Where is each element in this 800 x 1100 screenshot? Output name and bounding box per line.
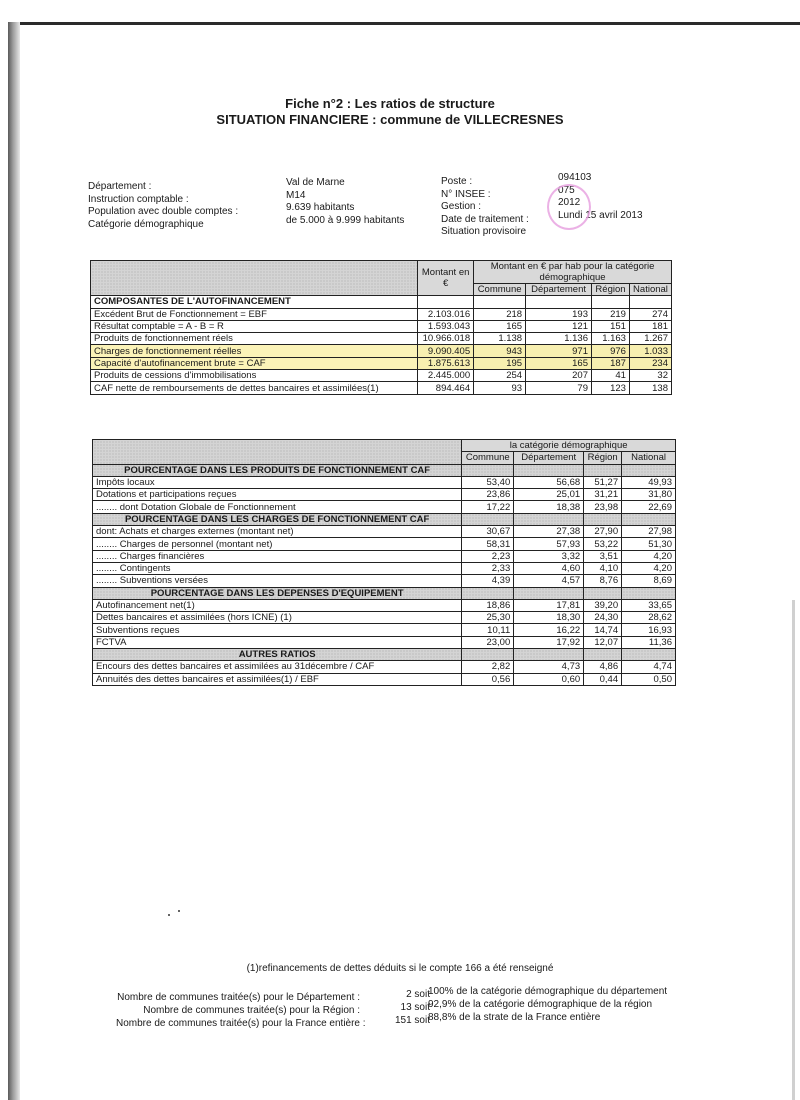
table-row (93, 562, 676, 574)
info-value: 094103 (558, 172, 592, 183)
empty-cell (462, 649, 514, 661)
column-header: Commune (474, 284, 526, 296)
table-row (91, 308, 672, 320)
row-label: ........ Charges financières (93, 550, 462, 562)
header-group: Montant en € par hab pour la catégorie démographique (474, 261, 672, 284)
value-cell: 151 (592, 320, 630, 332)
column-header: Commune (462, 452, 514, 464)
scan-speck (178, 910, 180, 912)
scan-edge-top (10, 22, 800, 25)
stats-count: 151 soit (394, 1015, 430, 1026)
empty-cell (592, 296, 630, 308)
table-row (93, 489, 676, 501)
value-cell: 207 (526, 370, 592, 382)
value-cell: 18,30 (514, 612, 584, 624)
value-cell: 22,69 (622, 501, 676, 513)
value-cell: 16,22 (514, 624, 584, 636)
info-labels-right (441, 176, 529, 239)
table-row (91, 345, 672, 357)
value-cell: 976 (592, 345, 630, 357)
stats-count: 2 soit (406, 989, 430, 1000)
value-cell: 53,22 (584, 538, 622, 550)
value-cell: 165 (526, 357, 592, 369)
value-cell: 138 (629, 382, 671, 394)
value-cell: 27,90 (584, 526, 622, 538)
empty-cell (629, 296, 671, 308)
value-cell: 274 (629, 308, 671, 320)
table-header-blank (93, 440, 462, 465)
row-label: CAF nette de remboursements de dettes bancaires et assimilées(1) (91, 382, 418, 394)
value-cell: 1.267 (629, 333, 671, 345)
section-title: POURCENTAGE DANS LES CHARGES DE FONCTIONNEMENT CAF (93, 513, 462, 525)
stats-detail: 92,9% de la catégorie démographique de la région (428, 999, 653, 1010)
value-cell: 31,21 (584, 489, 622, 501)
row-label: Subventions reçues (93, 624, 462, 636)
empty-cell (584, 587, 622, 599)
footnote: (1)refinancements de dettes déduits si le compte 166 a été renseigné (246, 963, 554, 974)
amount-cell: 894.464 (418, 382, 474, 394)
header-amount: Montant en € (418, 261, 474, 296)
column-header: Région (592, 284, 630, 296)
value-cell: 32 (629, 370, 671, 382)
info-label: Situation provisoire (441, 226, 527, 237)
row-label: Résultat comptable = A - B = R (91, 320, 418, 332)
value-cell: 12,07 (584, 636, 622, 648)
value-cell: 234 (629, 357, 671, 369)
column-header: Région (584, 452, 622, 464)
section-row (93, 513, 676, 525)
value-cell: 24,30 (584, 612, 622, 624)
value-cell: 218 (474, 308, 526, 320)
value-cell: 25,01 (514, 489, 584, 501)
info-label: N° INSEE : (441, 188, 491, 200)
section-title: COMPOSANTES DE L'AUTOFINANCEMENT (91, 296, 418, 308)
info-value: 075 (558, 184, 575, 196)
stats-label: Nombre de communes traitée(s) pour la Région : (143, 1005, 360, 1016)
row-label: Impôts locaux (93, 476, 462, 488)
value-cell: 121 (526, 320, 592, 332)
value-cell: 49,93 (622, 476, 676, 488)
column-header: National (622, 452, 676, 464)
document-page (20, 26, 795, 1100)
value-cell: 4,20 (622, 562, 676, 574)
amount-cell: 2.445.000 (418, 370, 474, 382)
empty-cell (514, 587, 584, 599)
value-cell: 51,27 (584, 476, 622, 488)
amount-cell: 9.090.405 (418, 345, 474, 357)
value-cell: 11,36 (622, 636, 676, 648)
section-row (93, 587, 676, 599)
value-cell: 195 (474, 357, 526, 369)
empty-cell (584, 649, 622, 661)
empty-cell (474, 296, 526, 308)
value-cell: 10,11 (462, 624, 514, 636)
row-label: ........ Subventions versées (93, 575, 462, 587)
column-header: National (629, 284, 671, 296)
value-cell: 23,86 (462, 489, 514, 501)
value-cell: 1.033 (629, 345, 671, 357)
table-row (93, 526, 676, 538)
value-cell: 4,86 (584, 661, 622, 673)
value-cell: 1.138 (474, 333, 526, 345)
row-label: Autofinancement net(1) (93, 599, 462, 611)
value-cell: 971 (526, 345, 592, 357)
row-label: Excédent Brut de Fonctionnement = EBF (91, 308, 418, 320)
value-cell: 1.136 (526, 333, 592, 345)
autofinancement-table (90, 260, 672, 395)
table-row (93, 501, 676, 513)
column-header: Département (514, 452, 584, 464)
value-cell: 1.163 (592, 333, 630, 345)
info-label: Catégorie démographique (88, 218, 204, 230)
value-cell: 4,10 (584, 562, 622, 574)
empty-cell (514, 513, 584, 525)
value-cell: 16,93 (622, 624, 676, 636)
value-cell: 8,76 (584, 575, 622, 587)
value-cell: 2,33 (462, 562, 514, 574)
value-cell: 4,39 (462, 575, 514, 587)
stats-labels (116, 991, 366, 1030)
header-group: la catégorie démographique (462, 440, 676, 452)
empty-cell (622, 649, 676, 661)
info-value: M14 (286, 189, 306, 201)
value-cell: 8,69 (622, 575, 676, 587)
value-cell: 0,44 (584, 673, 622, 685)
value-cell: 187 (592, 357, 630, 369)
table-row (93, 673, 676, 685)
amount-cell: 1.593.043 (418, 320, 474, 332)
value-cell: 4,20 (622, 550, 676, 562)
value-cell: 79 (526, 382, 592, 394)
value-cell: 165 (474, 320, 526, 332)
value-cell: 51,30 (622, 538, 676, 550)
table-row (93, 575, 676, 587)
value-cell: 2,23 (462, 550, 514, 562)
table-row (91, 382, 672, 394)
stats-count: 13 soit (400, 1002, 430, 1013)
row-label: Produits de fonctionnement réels (91, 333, 418, 345)
value-cell: 2,82 (462, 661, 514, 673)
row-label: FCTVA (93, 636, 462, 648)
table-row (93, 612, 676, 624)
value-cell: 18,86 (462, 599, 514, 611)
info-label: Date de traitement : (441, 213, 529, 225)
value-cell: 193 (526, 308, 592, 320)
info-label: Instruction comptable : (88, 193, 189, 205)
stats-label: Nombre de communes traitée(s) pour la France entière : (116, 1018, 366, 1029)
value-cell: 0,60 (514, 673, 584, 685)
row-label: Dotations et participations reçues (93, 489, 462, 501)
value-cell: 31,80 (622, 489, 676, 501)
value-cell: 254 (474, 370, 526, 382)
value-cell: 57,93 (514, 538, 584, 550)
value-cell: 943 (474, 345, 526, 357)
table-row (91, 370, 672, 382)
table-body (91, 308, 672, 394)
info-value: Lundi 15 avril 2013 (558, 209, 643, 221)
empty-cell (526, 296, 592, 308)
table-row (93, 476, 676, 488)
info-labels-left (88, 181, 238, 231)
value-cell: 53,40 (462, 476, 514, 488)
stats-label: Nombre de communes traitée(s) pour le Département : (117, 992, 360, 1003)
value-cell: 30,67 (462, 526, 514, 538)
value-cell: 123 (592, 382, 630, 394)
table-row (91, 320, 672, 332)
stats-counts (364, 988, 430, 1027)
highlighter-circle-mark (547, 184, 591, 230)
row-label: Produits de cessions d'immobilisations (91, 370, 418, 382)
info-value: Val de Marne (286, 177, 345, 188)
empty-cell (622, 464, 676, 476)
row-label: Charges de fonctionnement réelles (91, 345, 418, 357)
row-label: Annuités des dettes bancaires et assimilées(1) / EBF (93, 673, 462, 685)
empty-cell (462, 464, 514, 476)
value-cell: 3,51 (584, 550, 622, 562)
table-row (93, 538, 676, 550)
empty-cell (514, 464, 584, 476)
value-cell: 17,81 (514, 599, 584, 611)
value-cell: 17,92 (514, 636, 584, 648)
section-title: AUTRES RATIOS (93, 649, 462, 661)
table-header-blank (91, 261, 418, 296)
row-label: Capacité d'autofinancement brute = CAF (91, 357, 418, 369)
row-label: ........ Contingents (93, 562, 462, 574)
empty-cell (622, 587, 676, 599)
value-cell: 0,56 (462, 673, 514, 685)
value-cell: 39,20 (584, 599, 622, 611)
value-cell: 41 (592, 370, 630, 382)
empty-cell (462, 513, 514, 525)
stats-detail: 100% de la catégorie démographique du département (428, 986, 668, 997)
table-row (93, 636, 676, 648)
info-label: Gestion : (441, 201, 482, 212)
table-row (93, 550, 676, 562)
row-label: Dettes bancaires et assimilées (hors ICNE) (1) (93, 612, 462, 624)
section-title: POURCENTAGE DANS LES PRODUITS DE FONCTIONNEMENT CAF (93, 464, 462, 476)
row-label: ........ Charges de personnel (montant net) (93, 538, 462, 550)
empty-cell (622, 513, 676, 525)
section-row (93, 464, 676, 476)
value-cell: 23,00 (462, 636, 514, 648)
value-cell: 25,30 (462, 612, 514, 624)
value-cell: 56,68 (514, 476, 584, 488)
table-row (93, 599, 676, 611)
value-cell: 4,74 (622, 661, 676, 673)
row-label: dont: Achats et charges externes (montant net) (93, 526, 462, 538)
value-cell: 28,62 (622, 612, 676, 624)
value-cell: 4,60 (514, 562, 584, 574)
table-row (93, 661, 676, 673)
value-cell: 93 (474, 382, 526, 394)
value-cell: 27,98 (622, 526, 676, 538)
ratios-table (92, 439, 676, 686)
row-label: ........ dont Dotation Globale de Fonctionnement (93, 501, 462, 513)
value-cell: 4,73 (514, 661, 584, 673)
amount-cell: 1.875.613 (418, 357, 474, 369)
table-row (91, 333, 672, 345)
value-cell: 33,65 (622, 599, 676, 611)
empty-cell (462, 587, 514, 599)
value-cell: 219 (592, 308, 630, 320)
info-value: 2012 (558, 197, 581, 208)
empty-cell (418, 296, 474, 308)
page-subtitle: SITUATION FINANCIERE : commune de VILLECRESNES (216, 112, 564, 127)
row-label: Encours des dettes bancaires et assimilées au 31décembre / CAF (93, 661, 462, 673)
value-cell: 181 (629, 320, 671, 332)
stats-details (428, 985, 667, 1024)
column-header: Département (526, 284, 592, 296)
stats-detail: 88,8% de la strate de la France entière (428, 1012, 601, 1023)
amount-cell: 10.966.018 (418, 333, 474, 345)
section-row (93, 649, 676, 661)
value-cell: 3,32 (514, 550, 584, 562)
value-cell: 14,74 (584, 624, 622, 636)
info-label: Département : (88, 181, 152, 192)
info-values-left (286, 177, 404, 227)
info-label: Poste : (441, 176, 473, 187)
scan-edge-left (8, 22, 20, 1100)
value-cell: 0,50 (622, 673, 676, 685)
value-cell: 4,57 (514, 575, 584, 587)
scan-speck (168, 914, 170, 916)
value-cell: 17,22 (462, 501, 514, 513)
amount-cell: 2.103.016 (418, 308, 474, 320)
table-row (91, 357, 672, 369)
empty-cell (584, 464, 622, 476)
table-body (93, 464, 676, 685)
table-row (93, 624, 676, 636)
section-title: POURCENTAGE DANS LES DEPENSES D'EQUIPEMENT (93, 587, 462, 599)
value-cell: 27,38 (514, 526, 584, 538)
empty-cell (584, 513, 622, 525)
info-value: de 5.000 à 9.999 habitants (286, 214, 405, 226)
info-label: Population avec double comptes : (88, 206, 239, 217)
value-cell: 18,38 (514, 501, 584, 513)
value-cell: 23,98 (584, 501, 622, 513)
empty-cell (514, 649, 584, 661)
info-value: 9.639 habitants (286, 202, 355, 213)
value-cell: 58,31 (462, 538, 514, 550)
page-title: Fiche n°2 : Les ratios de structure (285, 96, 495, 111)
